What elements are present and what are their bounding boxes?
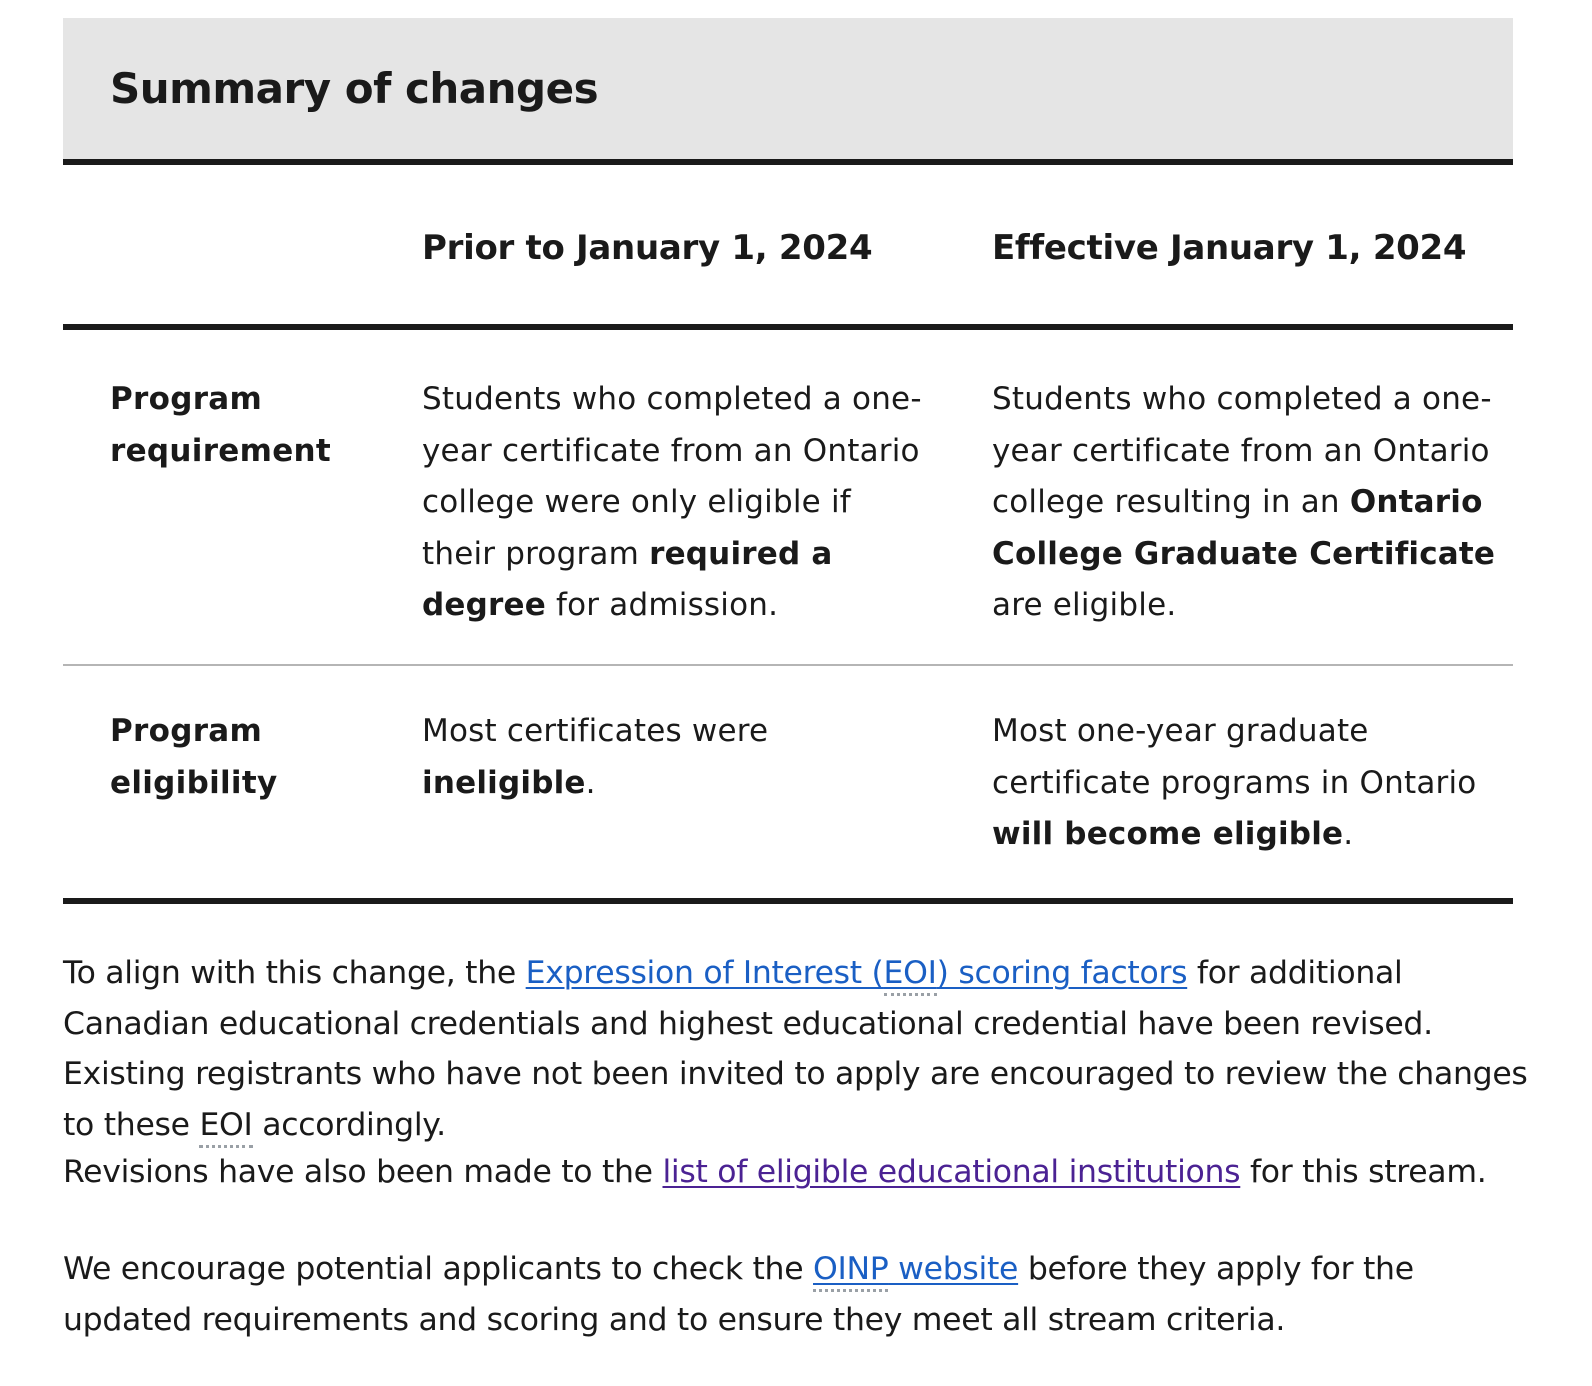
column-header-row — [63, 165, 1513, 324]
column-header-prior: Prior to January 1, 2024 — [422, 228, 873, 268]
eoi-abbreviation: EOI — [199, 1107, 252, 1148]
cell-text: Most certificates were — [422, 713, 769, 749]
column-header-effective: Effective January 1, 2024 — [992, 228, 1467, 268]
row-label-line2: requirement — [110, 432, 332, 469]
row-label-program-requirement — [110, 374, 410, 477]
link-text: website — [888, 1251, 1019, 1287]
summary-title: Summary of changes — [110, 64, 599, 113]
oinp-abbreviation: OINP — [813, 1251, 888, 1292]
cell-bold-text: Ontario College Graduate Certificate — [992, 484, 1496, 572]
table-row-program-requirement — [63, 330, 1513, 664]
paragraph-oinp-website — [63, 1244, 1533, 1345]
table-row-program-eligibility — [63, 666, 1513, 898]
cell-prior-requirement — [422, 374, 932, 632]
table-bottom-divider — [63, 898, 1513, 904]
row-label-line1: Program — [110, 381, 263, 417]
row-label-program-eligibility — [110, 706, 410, 809]
paragraph-text: Revisions have also been made to the — [63, 1154, 663, 1190]
paragraph-text: for this stream. — [1240, 1154, 1487, 1190]
cell-text: are eligible. — [992, 587, 1177, 623]
cell-text: Students who completed a one-year certificate from an Ontario college were only eligible if their program — [422, 381, 922, 572]
cell-effective-requirement — [992, 374, 1502, 632]
summary-table — [63, 18, 1513, 904]
cell-text: Students who completed a one-year certificate from an Ontario college resulting in an — [992, 381, 1492, 520]
row-label-line2: eligibility — [110, 764, 278, 801]
eoi-abbreviation: EOI — [884, 955, 937, 996]
paragraph-text: for additional Canadian educational credentials and highest educational credential have been revised. Existing registrants who have not been invited to apply are encouraged to review the changes to these — [63, 955, 1528, 1143]
cell-text: . — [1343, 816, 1354, 852]
paragraph-eoi-scoring — [63, 948, 1533, 1150]
eligible-institutions-link[interactable]: list of eligible educational institutions — [662, 1154, 1241, 1190]
row-label-line1: Program — [110, 713, 263, 749]
cell-text: Most one-year graduate certificate programs in Ontario — [992, 713, 1477, 801]
link-text: Expression of Interest ( — [525, 955, 884, 991]
oinp-website-link[interactable] — [813, 1251, 1018, 1292]
cell-effective-eligibility — [992, 706, 1502, 861]
paragraph-text: before they apply for the updated requirements and scoring and to ensure they meet all stream criteria. — [63, 1251, 1414, 1338]
cell-prior-eligibility — [422, 706, 932, 809]
cell-text: . — [585, 764, 596, 801]
paragraph-text: To align with this change, the — [63, 955, 526, 991]
paragraph-text: accordingly. — [252, 1106, 446, 1143]
eoi-scoring-factors-link[interactable] — [526, 955, 1188, 996]
cell-text: for admission. — [545, 587, 779, 623]
paragraph-text: We encourage potential applicants to check the — [63, 1251, 814, 1287]
cell-bold-text: will become eligible — [992, 816, 1344, 852]
paragraph-institutions — [63, 1147, 1533, 1198]
cell-bold-text: ineligible — [422, 764, 586, 801]
cell-bold-text: required a degree — [422, 535, 833, 623]
summary-header — [63, 18, 1513, 159]
link-text: ) scoring factors — [936, 955, 1188, 991]
